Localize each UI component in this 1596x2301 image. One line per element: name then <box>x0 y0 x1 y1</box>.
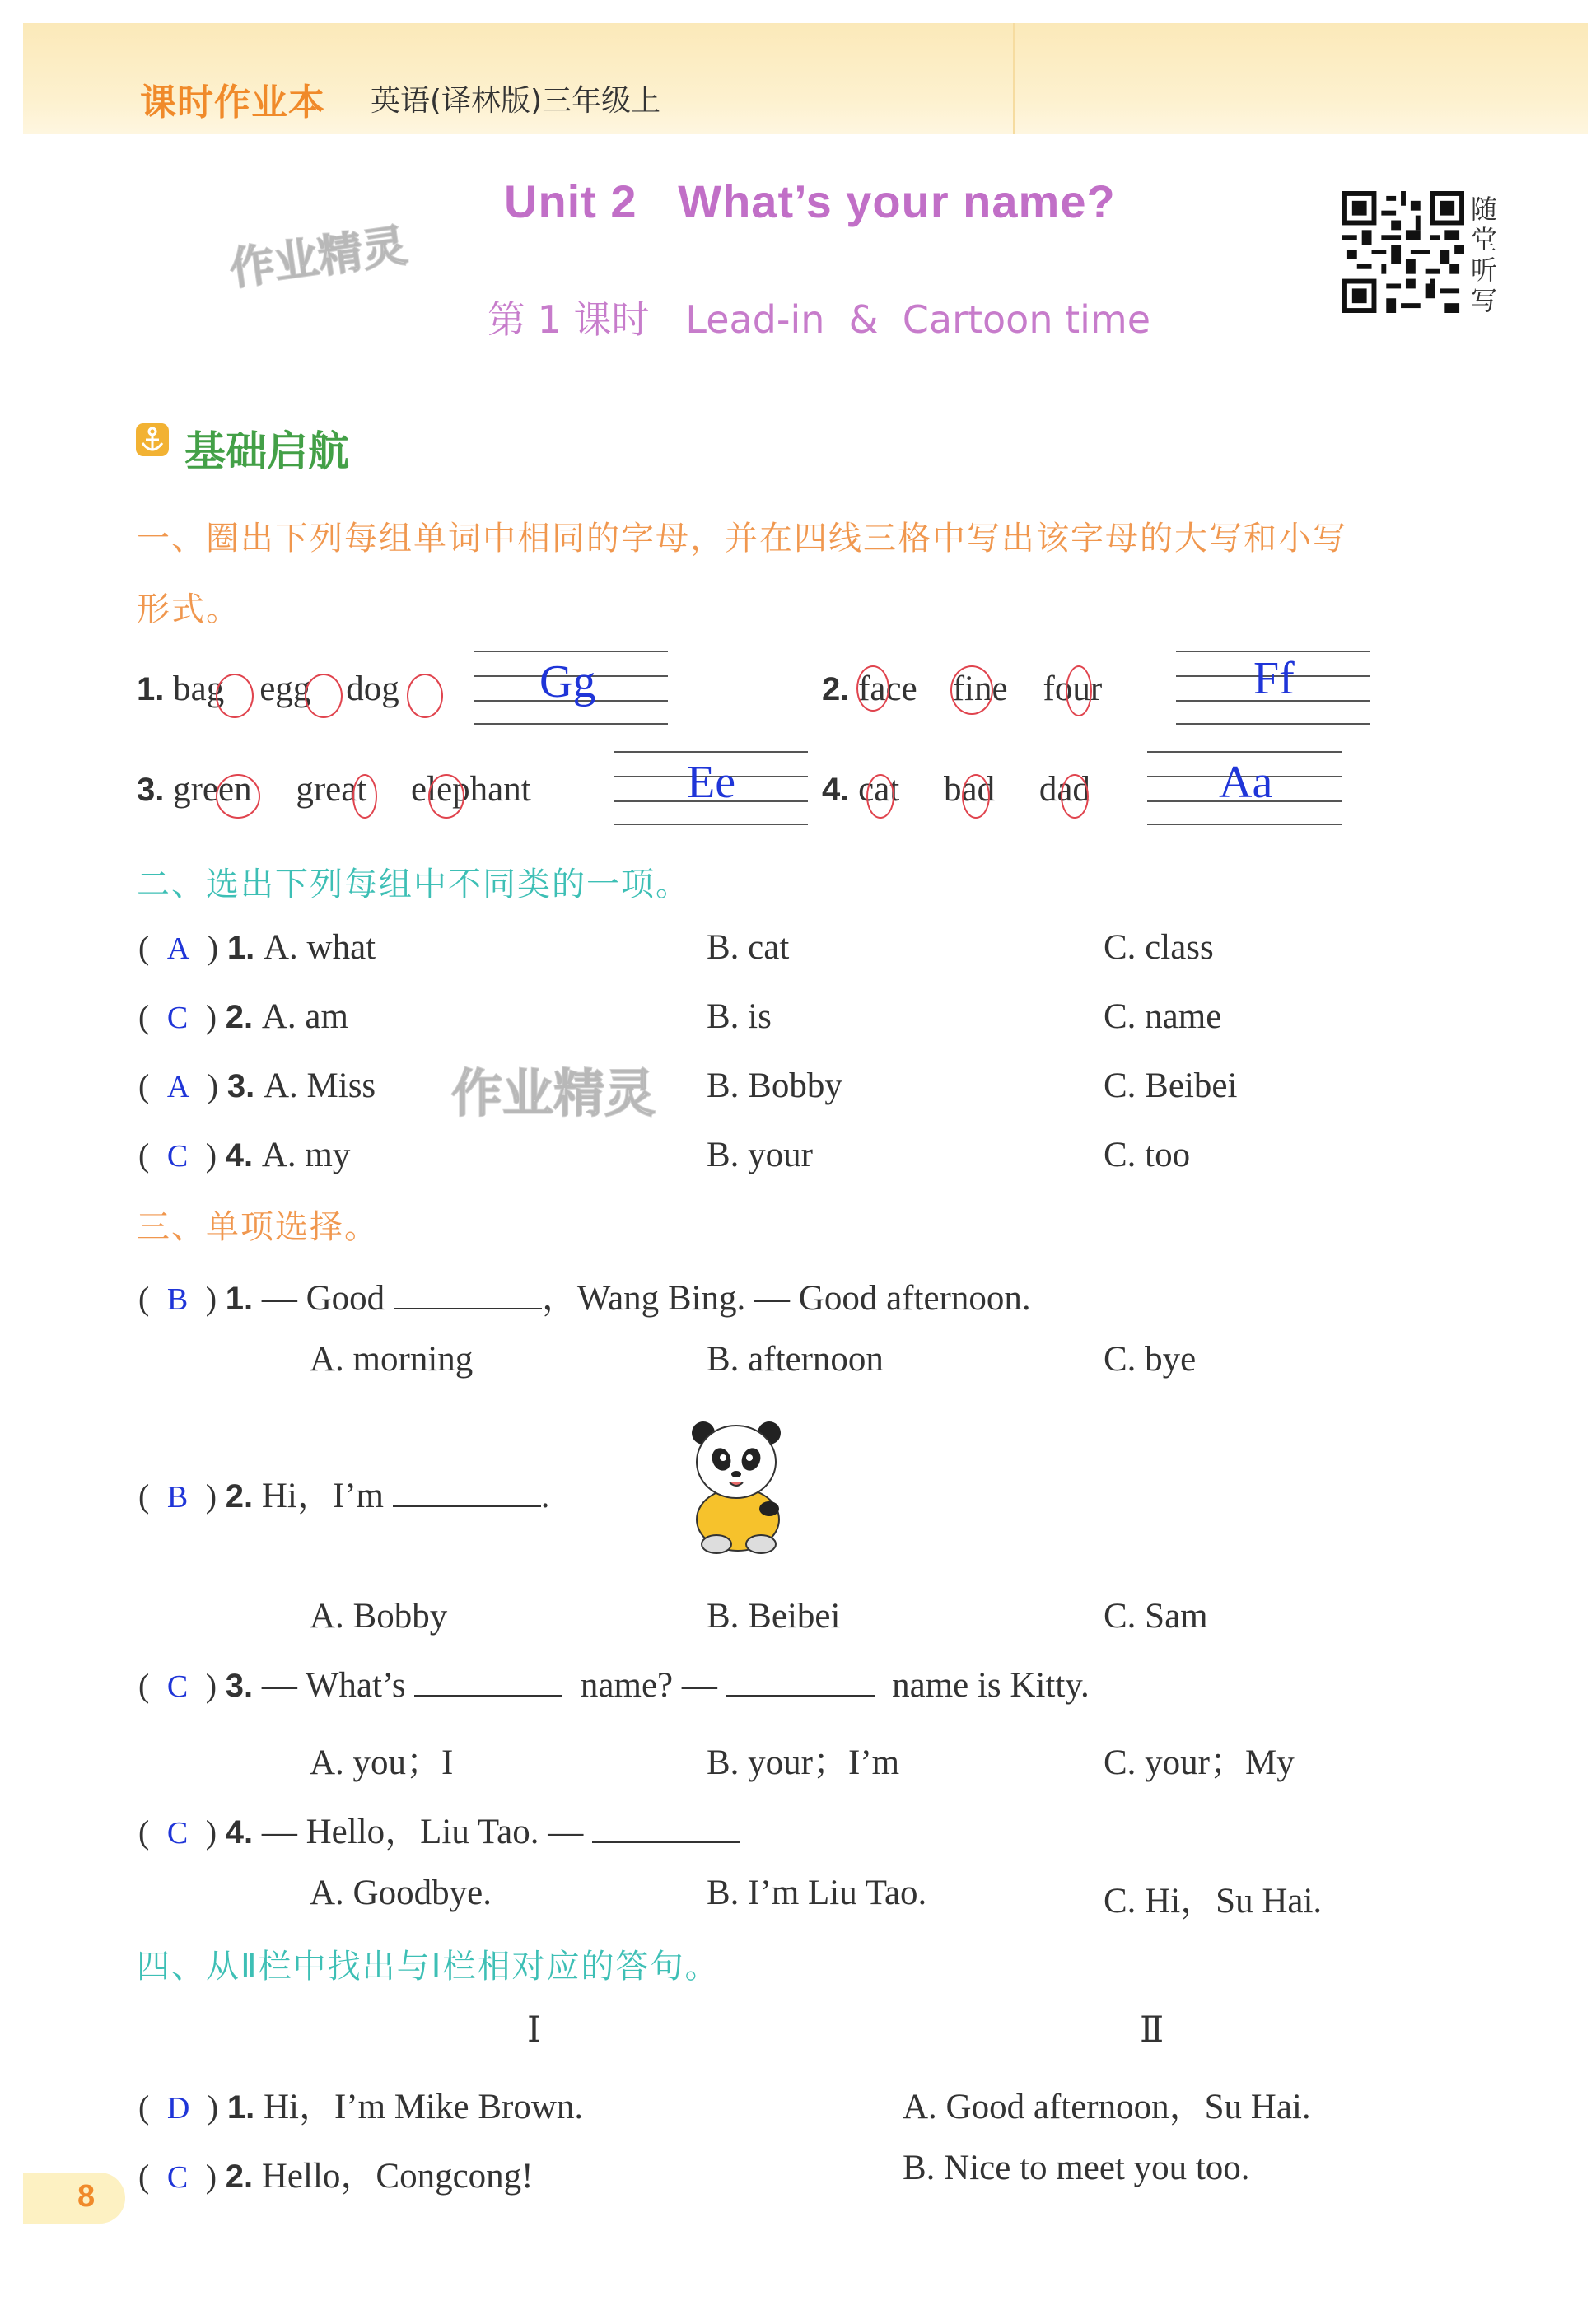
part3-q4: ( C ) 4. — Hello，Liu Tao. — <box>138 1804 740 1854</box>
word: bad <box>943 770 996 809</box>
word: bag <box>173 670 225 708</box>
column-header-2: Ⅱ <box>1140 2011 1164 2050</box>
option-a: A. what <box>263 928 376 967</box>
handwritten-answer: Aa <box>1219 757 1273 808</box>
word: egg <box>259 670 311 708</box>
part2-row1: ( A ) 1. A. what <box>138 928 376 967</box>
column-header-1: Ⅰ <box>527 2011 541 2050</box>
circle-mark <box>352 774 377 819</box>
circle-mark <box>216 774 260 819</box>
brand-title: 课时作业本 <box>140 82 325 124</box>
question-text: — What’s <box>261 1666 406 1705</box>
answer-blank <box>414 1695 562 1697</box>
qr-label: 随堂听写 <box>1471 194 1498 316</box>
circle-mark <box>1061 774 1089 819</box>
answer-blank <box>592 1841 740 1843</box>
reply-option: A. Good afternoon，Su Hai. <box>903 2088 1311 2126</box>
item-number: 1. <box>226 930 255 966</box>
word: dad <box>1038 770 1090 809</box>
answer: B <box>166 1480 189 1515</box>
part2-row3: ( A ) 3. A. Miss <box>138 1066 376 1105</box>
question-text: Hi，I’m Mike Brown. <box>263 2088 584 2126</box>
answer: C <box>166 1001 189 1035</box>
word: fine <box>952 670 1008 708</box>
circle-mark <box>1066 665 1092 716</box>
item-number: 3. <box>225 1668 254 1704</box>
item-number: 1. <box>226 2089 255 2126</box>
answer: C <box>166 1139 189 1174</box>
item-number: 2. <box>822 671 850 707</box>
answer: A <box>166 931 190 966</box>
page-number: 8 <box>77 2179 96 2214</box>
section-title: 基础启航 <box>184 427 349 475</box>
item-number: 4. <box>822 772 850 808</box>
circle-mark <box>305 674 343 718</box>
answer: A <box>166 1070 190 1104</box>
circle-mark <box>407 674 443 718</box>
header-divider <box>1013 23 1015 134</box>
question-text: . <box>540 1477 550 1515</box>
answer-blank <box>394 1308 542 1309</box>
reply-option: B. Nice to meet you too. <box>903 2149 1250 2187</box>
part1-item1 <box>137 669 399 709</box>
option-c: C. class <box>1104 928 1214 967</box>
unit-title: Unit 2 What’s your name? <box>504 175 1116 227</box>
option-b: B. is <box>707 997 772 1036</box>
question-text: ，Wang Bing. — Good afternoon. <box>541 1279 1031 1318</box>
part1-item4 <box>822 769 1090 810</box>
option-a: A. Miss <box>263 1066 376 1105</box>
option-a: A. morning <box>310 1340 474 1379</box>
option-b: B. I’m Liu Tao. <box>707 1874 927 1912</box>
part3-q3: ( C ) 3. — What’s name? — name is Kitty. <box>138 1666 1090 1705</box>
option-a: A. my <box>261 1136 351 1174</box>
answer: C <box>166 1816 189 1851</box>
option-c: C. bye <box>1104 1340 1197 1379</box>
option-b: B. your；I’m <box>707 1743 900 1782</box>
part1-title-cont: 形式。 <box>137 590 240 628</box>
word: dog <box>346 670 399 708</box>
option-c: C. Beibei <box>1104 1066 1238 1105</box>
question-text: — Good <box>261 1279 385 1318</box>
book-title: 英语(译林版)三年级上 <box>371 84 661 118</box>
option-b: B. cat <box>707 928 790 967</box>
circle-mark <box>216 674 254 718</box>
circle-mark <box>950 665 993 715</box>
item-number: 3. <box>137 772 165 808</box>
circle-mark <box>866 774 894 819</box>
item-number: 1. <box>137 671 165 707</box>
word: elephant <box>411 770 531 809</box>
circle-mark <box>962 774 990 819</box>
item-number: 3. <box>226 1068 255 1104</box>
part2-row4: ( C ) 4. A. my <box>138 1136 351 1174</box>
option-a: A. Bobby <box>310 1597 448 1636</box>
option-c: C. name <box>1104 997 1222 1036</box>
item-number: 2. <box>225 2159 254 2195</box>
item-number: 4. <box>225 1814 254 1851</box>
option-c: C. your；My <box>1104 1743 1295 1782</box>
part3-q1: ( B ) 1. — Good ，Wang Bing. — Good afternoon. <box>138 1279 1031 1318</box>
option-b: B. afternoon <box>707 1340 884 1379</box>
word: face <box>858 670 917 708</box>
question-text: — Hello，Liu Tao. — <box>261 1813 584 1851</box>
answer-blank <box>393 1505 541 1507</box>
panda-illustration <box>680 1417 796 1557</box>
lesson-title: 第 1 课时 Lead-in & Cartoon time <box>488 297 1151 342</box>
part4-row1: ( D ) 1. Hi，I’m Mike Brown. <box>138 2088 584 2126</box>
part2-row2: ( C ) 2. A. am <box>138 997 348 1036</box>
handwritten-answer: Ee <box>687 757 736 808</box>
part1-item3 <box>137 769 531 810</box>
answer: B <box>166 1282 189 1317</box>
handwritten-answer: Gg <box>539 656 596 707</box>
circle-mark <box>856 665 889 712</box>
part1-title: 一、圈出下列每组单词中相同的字母，并在四线三格中写出该字母的大写和小写 <box>137 520 1347 558</box>
part4-row2: ( C ) 2. Hello，Congcong! <box>138 2157 534 2196</box>
option-c: C. Hi，Su Hai. <box>1104 1882 1323 1921</box>
option-a: A. you；I <box>310 1743 454 1782</box>
word: four <box>1043 670 1103 708</box>
question-text: name is Kitty. <box>892 1666 1090 1705</box>
option-b: B. your <box>707 1136 813 1174</box>
option-b: B. Bobby <box>707 1066 842 1105</box>
option-c: C. too <box>1104 1136 1191 1174</box>
part3-title: 三、单项选择。 <box>137 1208 379 1246</box>
word: green <box>173 770 252 809</box>
option-b: B. Beibei <box>707 1597 841 1636</box>
question-text: Hi，I’m <box>261 1477 384 1515</box>
item-number: 4. <box>225 1137 254 1174</box>
item-number: 1. <box>225 1281 254 1317</box>
word: cat <box>858 770 900 809</box>
anchor-icon <box>136 423 169 456</box>
qr-code-icon[interactable] <box>1342 191 1464 313</box>
page-number-tab <box>23 2173 125 2224</box>
handwritten-answer: Ff <box>1253 653 1295 704</box>
answer: C <box>166 2160 189 2195</box>
watermark: 作业精灵 <box>451 1063 656 1123</box>
option-a: A. am <box>261 997 348 1036</box>
answer-blank <box>726 1695 875 1697</box>
part2-title: 二、选出下列每组中不同类的一项。 <box>137 866 690 903</box>
answer: C <box>166 1669 189 1704</box>
question-text: Hello，Congcong! <box>261 2157 534 2196</box>
watermark: 作业精灵 <box>226 219 410 296</box>
part4-title: 四、从Ⅱ栏中找出与Ⅰ栏相对应的答句。 <box>137 1948 720 1986</box>
item-number: 2. <box>225 999 254 1035</box>
option-a: A. Goodbye. <box>310 1874 492 1912</box>
answer: D <box>166 2091 190 2126</box>
circle-mark <box>428 774 464 819</box>
option-c: C. Sam <box>1104 1597 1208 1636</box>
part3-q2: ( B ) 2. Hi，I’m . <box>138 1477 550 1515</box>
item-number: 2. <box>225 1478 254 1515</box>
word: great <box>296 770 367 809</box>
question-text: name? — <box>580 1666 717 1705</box>
